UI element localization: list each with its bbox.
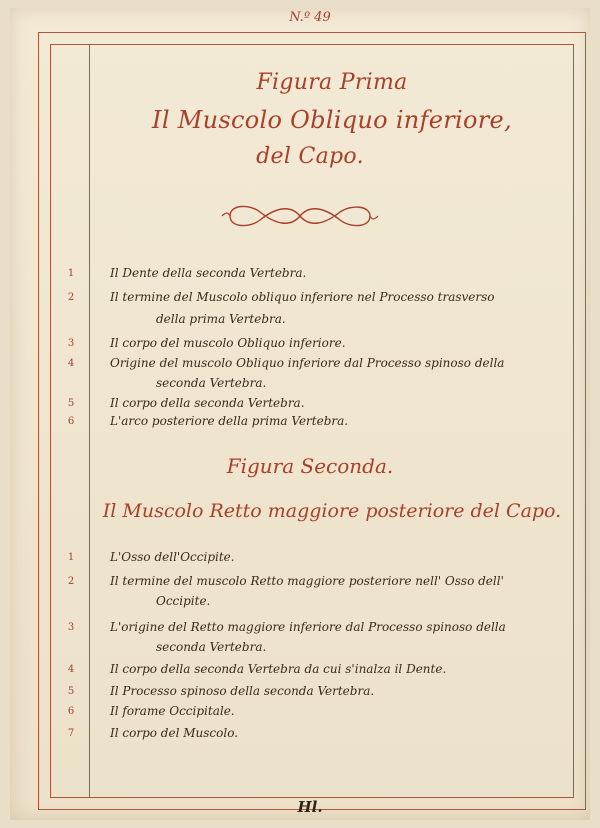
- list-item: Il corpo della seconda Vertebra.: [110, 396, 305, 410]
- heading-figura-seconda: Figura Seconda.: [226, 454, 394, 478]
- item-number: 6: [67, 416, 75, 427]
- list-item: Il Dente della seconda Vertebra.: [110, 266, 307, 280]
- manuscript-page: [10, 8, 590, 820]
- margin-rule: [89, 44, 90, 798]
- list-item-continuation: Occipite.: [156, 594, 211, 608]
- item-number: 3: [67, 338, 75, 349]
- title-figura-prima: Figura Prima: [256, 70, 408, 95]
- list-item: Il forame Occipitale.: [110, 704, 235, 718]
- item-number: 2: [67, 292, 75, 303]
- item-number: 5: [67, 686, 75, 697]
- list-item: Il corpo del muscolo Obliquo inferiore.: [110, 336, 346, 350]
- list-item-continuation: della prima Vertebra.: [156, 312, 286, 326]
- list-item-continuation: seconda Vertebra.: [156, 640, 267, 654]
- item-number: 7: [67, 728, 75, 739]
- item-number: 1: [67, 268, 75, 279]
- list-item: L'origine del Retto maggiore inferiore dal Processo spinoso della: [110, 620, 506, 634]
- list-item: Il termine del Muscolo obliquo inferiore nel Processo trasverso: [110, 290, 495, 304]
- item-number: 3: [67, 622, 75, 633]
- list-item: L'arco posteriore della prima Vertebra.: [110, 414, 349, 428]
- plate-number: N.º 49: [289, 10, 331, 25]
- list-item: Il termine del muscolo Retto maggiore posteriore nell' Osso dell': [110, 574, 504, 588]
- list-item: L'Osso dell'Occipite.: [110, 550, 235, 564]
- subheading-muscle-name: Il Muscolo Retto maggiore posteriore del Capo.: [102, 500, 562, 522]
- item-number: 4: [67, 664, 75, 675]
- item-number: 6: [67, 706, 75, 717]
- list-item: Origine del muscolo Obliquo inferiore dal Processo spinoso della: [110, 356, 505, 370]
- title-del-capo: del Capo.: [256, 144, 364, 169]
- item-number: 4: [67, 358, 75, 369]
- item-number: 2: [67, 576, 75, 587]
- item-number: 5: [67, 398, 75, 409]
- list-item-continuation: seconda Vertebra.: [156, 376, 267, 390]
- list-item: Il corpo del Muscolo.: [110, 726, 239, 740]
- item-number: 1: [67, 552, 75, 563]
- footer-mark: Hl.: [297, 798, 323, 816]
- list-item: Il Processo spinoso della seconda Vertebra.: [110, 684, 375, 698]
- title-muscle-name: Il Muscolo Obliquo inferiore,: [152, 106, 512, 134]
- flourish-ornament-icon: [220, 198, 380, 234]
- list-item: Il corpo della seconda Vertebra da cui s'inalza il Dente.: [110, 662, 447, 676]
